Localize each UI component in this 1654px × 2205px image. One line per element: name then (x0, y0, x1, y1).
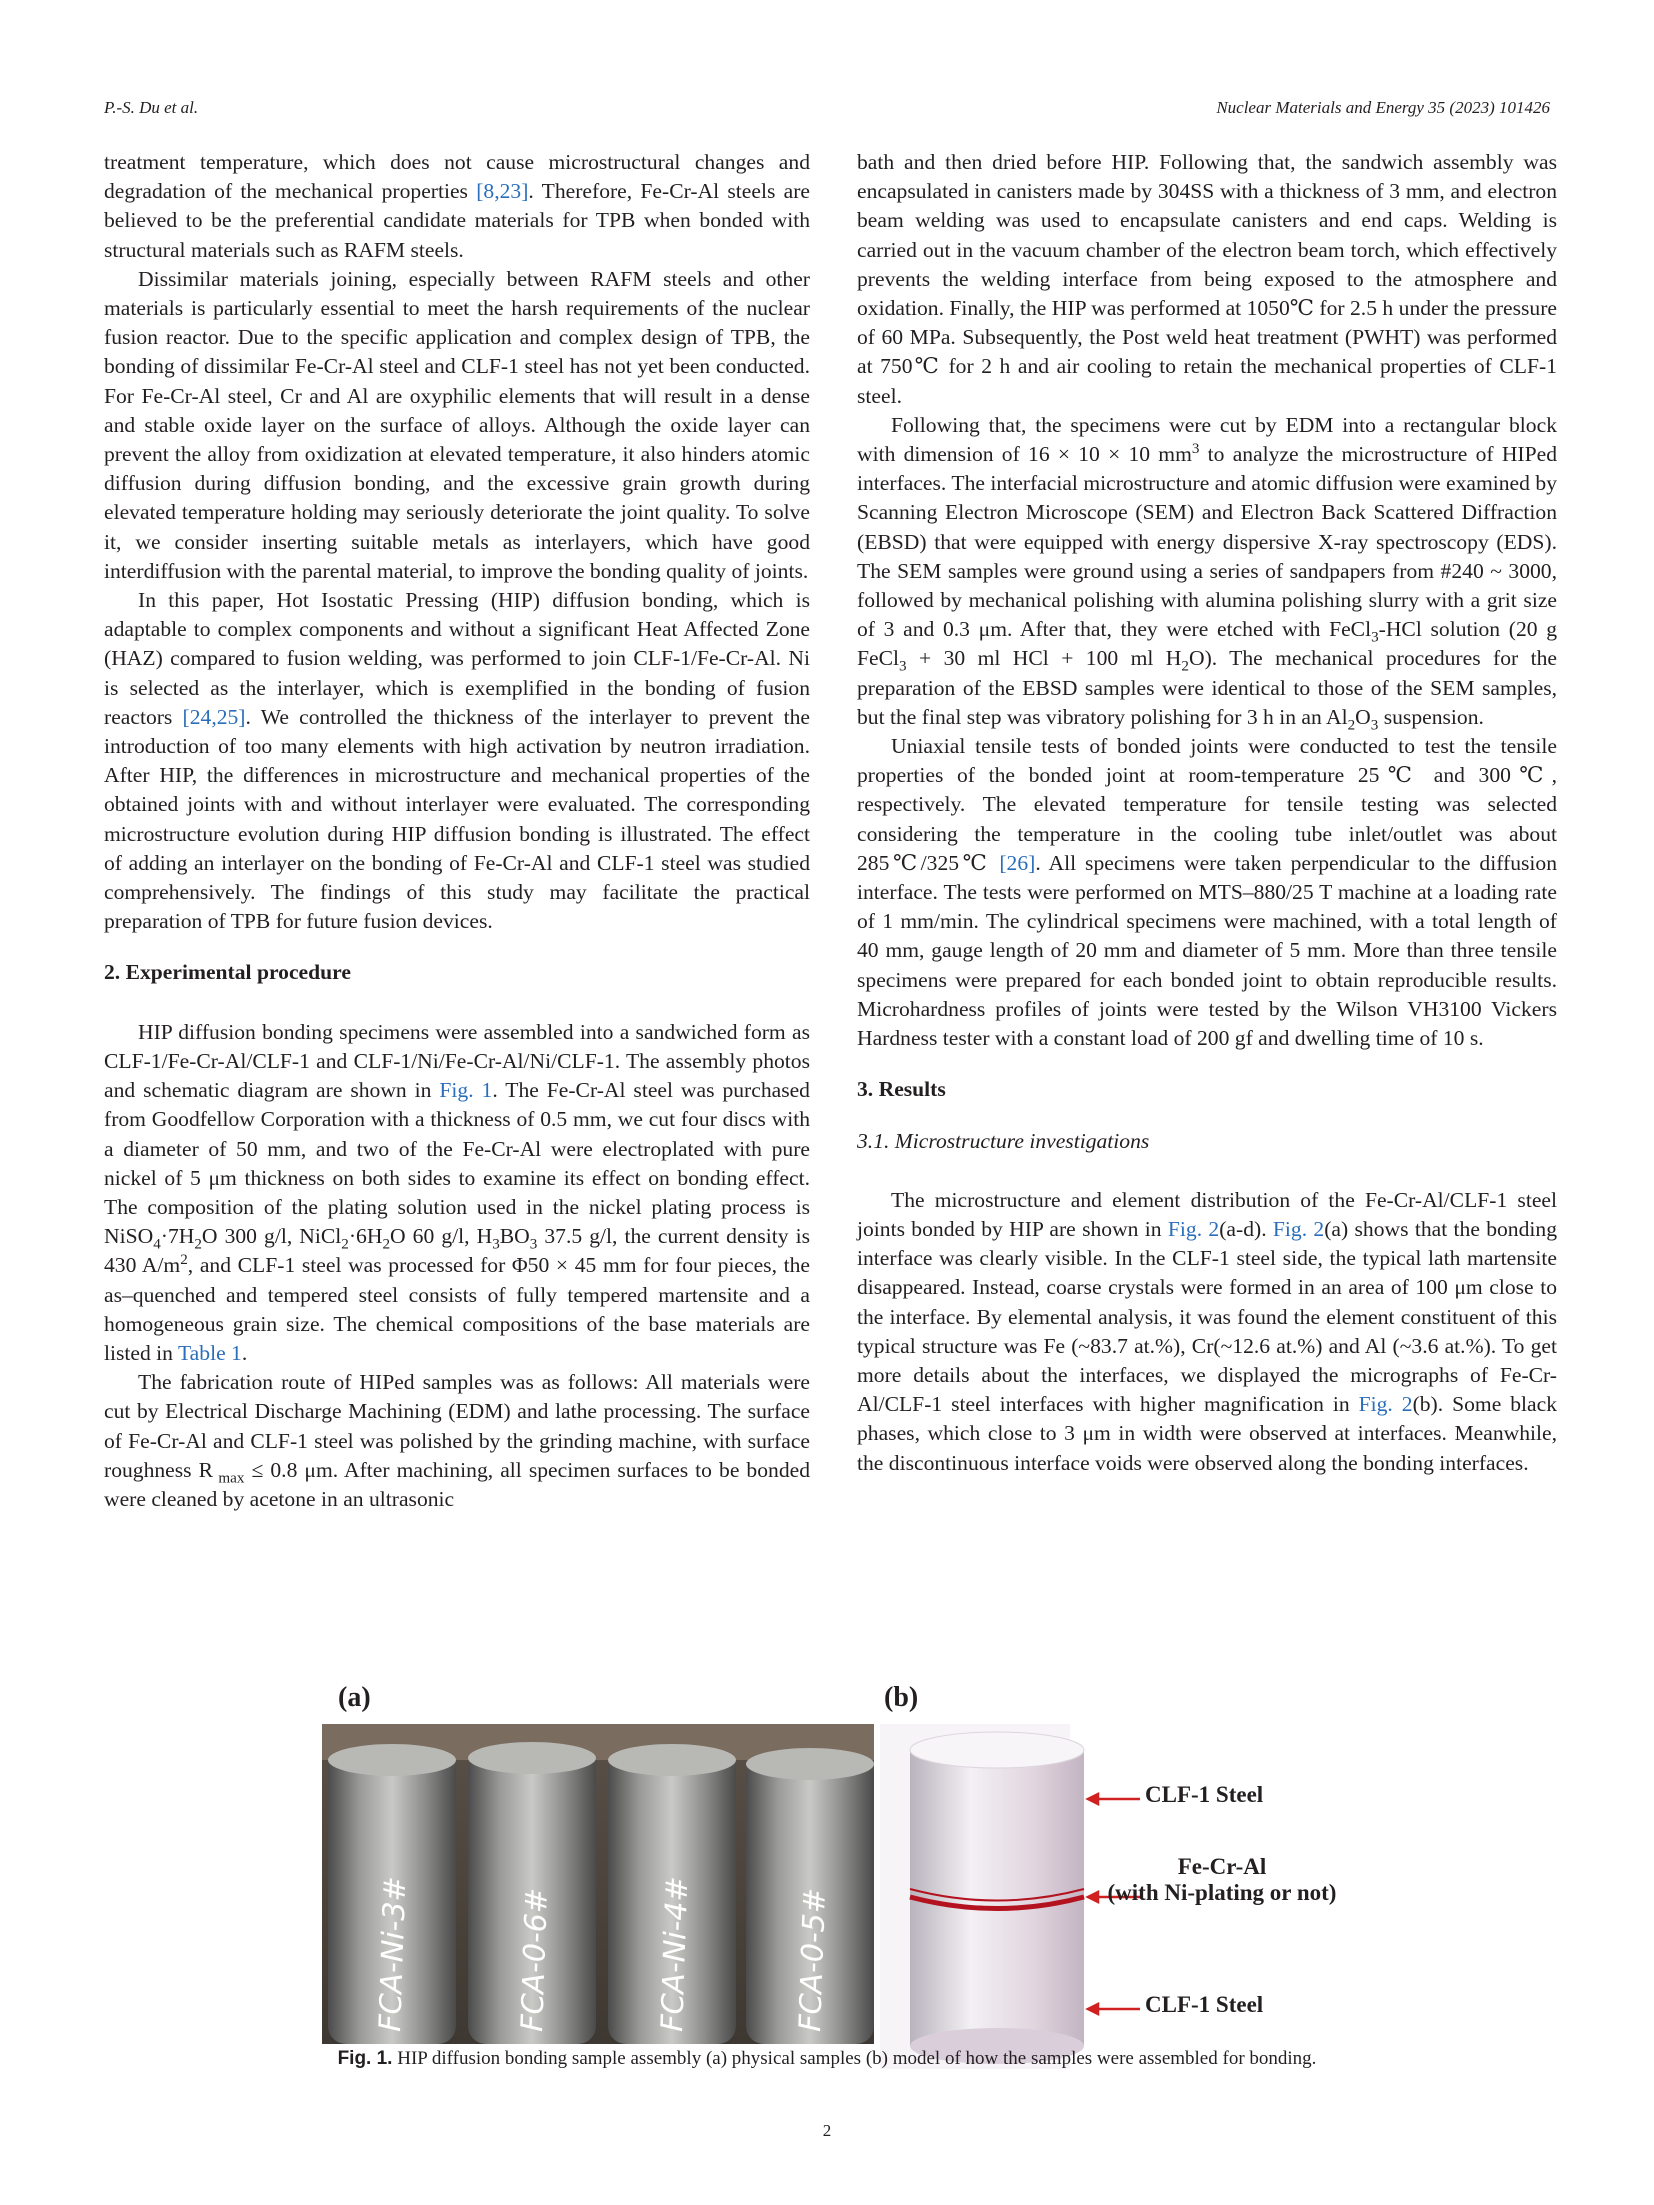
subsection-heading: 3.1. Microstructure investigations (857, 1128, 1150, 1153)
paragraph: bath and then dried before HIP. Following that, the sandwich assembly was encapsulated in canisters made by 304SS with a thickness of 3 mm, and electron beam welding was used to encapsulate canisters and end caps. Welding is carried out in the vacuum chamber of the electron beam torch, which effectively prevents the welding interface from being exposed to the atmosphere and oxidation. Finally, the HIP was performed at 1050℃ for 2.5 h under the pressure of 60 MPa. Subsequently, the Post weld heat treatment (PWHT) was performed at 750℃ for 2 h and air cooling to retain the mechanical properties of CLF-1 steel. (857, 150, 1557, 408)
paragraph: HIP diffusion bonding specimens were assembled into a sandwiched form as CLF-1/Fe-Cr-Al/CLF-1 and CLF-1/Ni/Fe-Cr-Al/Ni/CLF-1. The assembly photos and schematic diagram are shown in Fig. 1. The Fe-Cr-Al steel was purchased from Goodfellow Corporation with a thickness of 0.5 mm, we cut four discs with a diameter of 50 mm, and two of the Fe-Cr-Al were electroplated with pure nickel of 5 μm thickness on both sides to examine its effect on bonding effect. The composition of the plating solution used in the nickel plating process is $NiSO_4\cdot 7H_2O$ 300 g/l, $NiCl_2\cdot 6H_2O$ 60 g/l, $H_3BO_3$ 37.5 g/l, the current density is 430 $A/m^2$, and CLF-1 steel was processed for Φ50 × 45 mm for four pieces, the as–quenched and tempered steel consists of fully tempered martensite and a homogeneous grain size. The chemical compositions of the base materials are listed in Table 1. (104, 1019, 810, 1365)
paragraph: Following that, the specimens were cut by EDM into a rectangular block with dimension of 16 × 10 × 10 $mm^3$ to analyze the microstructure of HIPed interfaces. The interfacial microstructure and atomic diffusion were examined by Scanning Electron Microscope (SEM) and Electron Back Scattered Diffraction (EBSD) that were equipped with energy dispersive X-ray spectroscopy (EDS). The SEM samples were ground using a series of sandpapers from #240 ~ 3000, followed by mechanical polishing with alumina polishing slurry with a grit size of 3 and 0.3 μm. After that, they were etched with FeCl$_3$-HCl solution (20 g FeCl$_3$ + 30 ml HCl + 100 ml $H_2O$). The mechanical procedures for the preparation of the EBSD samples were identical to those of the SEM samples, but the final step was vibratory polishing for 3 h in an $Al_2O_3$ suspension. (857, 412, 1557, 734)
cylinder-model (910, 1732, 1084, 2064)
paragraph: Dissimilar materials joining, especially between RAFM steels and other materials is particularly essential to meet the harsh requirements of the nuclear fusion reactor. Due to the specific application and complex design of TPB, the bonding of dissimilar Fe-Cr-Al steel and CLF-1 steel has not yet been conducted. For Fe-Cr-Al steel, Cr and Al are oxyphilic elements that will result in a dense and stable oxide layer on the surface of alloys. Although the oxide layer can prevent the alloy from oxidization at elevated temperature, it also hinders atomic diffusion during diffusion bonding, and the excessive grain growth during elevated temperature holding may seriously deteriorate the joint quality. To solve it, we consider inserting suitable metals as interlayers, which have good interdiffusion with the parental material, to improve the bonding quality of joints. (104, 266, 810, 583)
paragraph: Uniaxial tensile tests of bonded joints were conducted to test the tensile properties of the bonded joint at room-temperature 25℃ and 300℃, respectively. The elevated temperature for tensile testing was selected considering the temperature in the cooling tube inlet/outlet was about 285℃/325℃ [26]. All specimens were taken perpendicular to the diffusion interface. The tests were performed on MTS–880/25 T machine at a loading rate of 1 mm/min. The cylindrical specimens were machined, with a total length of 40 mm, gauge length of 20 mm and diameter of 5 mm. More than three tensile specimens were prepared for each bonded joint to obtain reproducible results. Microhardness profiles of joints were tested by the Wilson VH3100 Vickers Hardness tester with a constant load of 200 gf and dwelling time of 10 s. (857, 734, 1557, 1051)
table-link[interactable]: Table 1 (178, 1340, 242, 1365)
section-heading: 2. Experimental procedure (104, 960, 351, 985)
figure-link[interactable]: Fig. 2 (1358, 1392, 1413, 1417)
paragraph: treatment temperature, which does not cause microstructural changes and degradation of the mechanical properties [8,23]. Therefore, Fe-Cr-Al steels are believed to be the preferential candidate materials for TPB when bonded with structural materials such as RAFM steels. (104, 150, 810, 262)
figure-link[interactable]: Fig. 2 (1272, 1216, 1325, 1241)
sample-label: FCA-0-6# (515, 1887, 556, 2033)
arrow-head (1088, 2004, 1098, 2014)
paragraph: In this paper, Hot Isostatic Pressing (HIP) diffusion bonding, which is adaptable to complex components and without a significant Heat Affected Zone (HAZ) compared to fusion welding, was performed to join CLF-1/Fe-Cr-Al. Ni is selected as the interlayer, which is exemplified in the bonding of fusion reactors [24,25]. We controlled the thickness of the interlayer to prevent the introduction of too many elements with high activation by neutron irradiation. After HIP, the differences in microstructure and mechanical properties of the obtained joints with and without interlayer were evaluated. The corresponding microstructure evolution during HIP diffusion bonding is illustrated. The effect of adding an interlayer on the bonding of Fe-Cr-Al and CLF-1 steel was studied comprehensively. The findings of this study may facilitate the practical preparation of TPB for future fusion devices. (104, 588, 810, 934)
running-header-journal: Nuclear Materials and Energy 35 (2023) 101426 (1216, 98, 1550, 117)
right-column (857, 148, 1557, 1478)
paragraph: The microstructure and element distribution of the Fe-Cr-Al/CLF-1 steel joints bonded by HIP are shown in Fig. 2(a-d). Fig. 2(a) shows that the bonding interface was clearly visible. In the CLF-1 steel side, the typical lath martensite disappeared. Instead, coarse crystals were formed in an area of 100 μm close to the interface. By elemental analysis, it was found the element constituent of this typical structure was Fe (~83.7 at.%), Cr(~12.6 at.%) and Al (~3.6 at.%). To get more details about the interfaces, we displayed the micrographs of Fe-Cr-Al/CLF-1 steel interfaces with higher magnification in Fig. 2(b). Some black phases, which close to 3 μm in width were observed at interfaces. Meanwhile, the discontinuous interface voids were observed along the bonding interfaces. (857, 1187, 1557, 1475)
page-number: 2 (822, 2121, 832, 2140)
sample-label: FCA-Ni-4# (655, 1875, 696, 2033)
model-label-top: CLF-1 Steel (1145, 1782, 1264, 1807)
section-heading: 3. Results (857, 1077, 946, 1102)
panel-label-b: (b) (884, 1682, 919, 1713)
paragraph: The fabrication route of HIPed samples was as follows: All materials were cut by Electrical Discharge Machining (EDM) and lathe processing. The surface of Fe-Cr-Al and CLF-1 steel was polished by the grinding machine, with surface roughness R $_{max}$ ≤ 0.8 μm. After machining, all specimen surfaces to be bonded were cleaned by acetone in an ultrasonic (104, 1370, 811, 1511)
citation-link[interactable]: [24,25] (182, 704, 246, 729)
figure-link[interactable]: Fig. 1 (439, 1078, 493, 1103)
physical-samples-photo (322, 1724, 874, 2044)
panel-label-a: (a) (338, 1682, 371, 1713)
sample-label: FCA-0-5# (793, 1887, 834, 2033)
figure-link[interactable]: Fig. 2 (1167, 1216, 1220, 1241)
figure-caption: Fig. 1. HIP diffusion bonding sample assembly (a) physical samples (b) model of how the samples were assembled for bonding. (337, 2048, 1317, 2069)
sample-label: FCA-Ni-3# (373, 1875, 414, 2033)
citation-link[interactable]: [8,23] (476, 179, 529, 204)
running-header-authors: P.-S. Du et al. (104, 98, 199, 117)
arrow-head (1088, 1794, 1098, 1804)
left-column (104, 148, 810, 1514)
model-label-bottom: CLF-1 Steel (1145, 1992, 1264, 2017)
model-label-middle: Fe-Cr-Al (with Ni-plating or not) (1107, 1854, 1337, 1905)
citation-link[interactable]: [26] (999, 850, 1036, 875)
figure-1 (0, 1682, 1654, 2072)
